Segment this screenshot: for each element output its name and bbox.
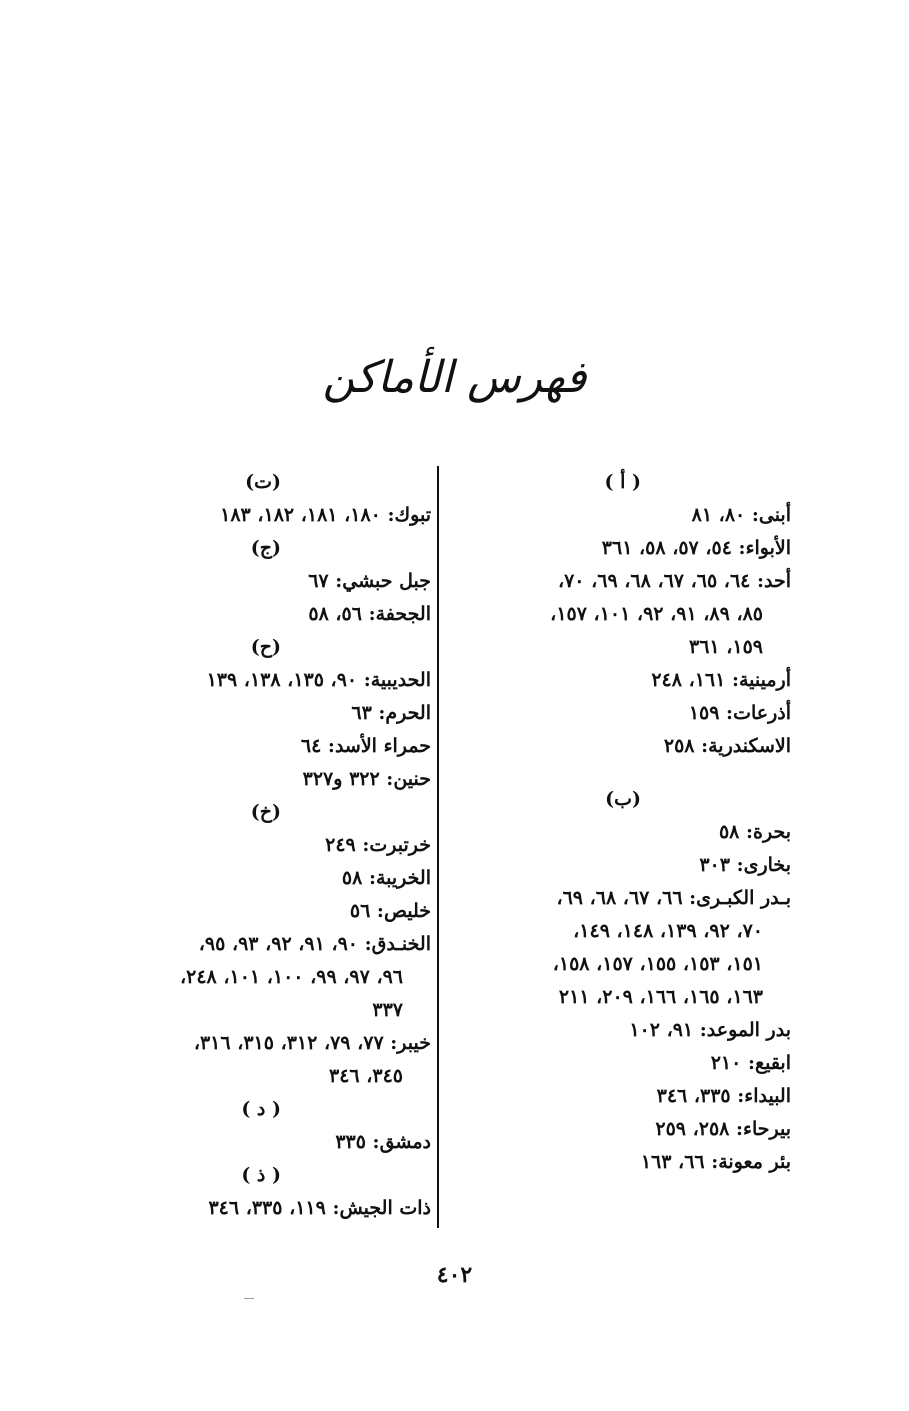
index-column-right bbox=[461, 466, 791, 1179]
index-entry: الجحفة: ٥٦، ٥٨ bbox=[308, 603, 431, 625]
index-entry: الاسكندرية: ٢٥٨ bbox=[663, 735, 791, 757]
index-entry: أبنى: ٨٠، ٨١ bbox=[691, 504, 791, 526]
index-entry: خرتبرت: ٢٤٩ bbox=[325, 834, 431, 856]
section-heading: (ت) bbox=[245, 471, 281, 493]
index-column-left bbox=[101, 466, 431, 1225]
index-entry-continuation: ١٥١، ١٥٣، ١٥٥، ١٥٧، ١٥٨، bbox=[552, 953, 763, 975]
index-entry: حنين: ٣٢٢ و٣٢٧ bbox=[302, 768, 431, 790]
section-heading: (ب) bbox=[605, 788, 641, 810]
section-heading: (ح) bbox=[250, 636, 281, 658]
index-entry: جبل حبشي: ٦٧ bbox=[308, 570, 431, 592]
section-heading: ( ذ ) bbox=[241, 1164, 281, 1186]
section-heading: ( أ ) bbox=[604, 471, 641, 493]
index-entry: خليص: ٥٦ bbox=[349, 900, 431, 922]
index-entry: ابقيع: ٢١٠ bbox=[710, 1052, 791, 1074]
spacer bbox=[461, 763, 791, 783]
index-entry-continuation: ١٥٩، ٣٦١ bbox=[689, 636, 763, 658]
index-entry: أحد: ٦٤، ٦٥، ٦٧، ٦٨، ٦٩، ٧٠، bbox=[557, 570, 791, 592]
index-entry: بئر معونة: ٦٦، ١٦٣ bbox=[640, 1151, 791, 1173]
section-heading: (ج) bbox=[250, 537, 281, 559]
index-entry-continuation: ٣٤٥، ٣٤٦ bbox=[329, 1065, 403, 1087]
index-entry: بيرحاء: ٢٥٨، ٢٥٩ bbox=[655, 1118, 791, 1140]
index-entry: الخنـدق: ٩٠، ٩١، ٩٢، ٩٣، ٩٥، bbox=[198, 933, 431, 955]
index-entry: ذات الجيش: ١١٩، ٣٣٥، ٣٤٦ bbox=[208, 1197, 431, 1219]
page-number: ٤٠٢ bbox=[436, 1262, 473, 1288]
scan-mark bbox=[244, 1298, 254, 1299]
index-entry: دمشق: ٣٣٥ bbox=[335, 1131, 431, 1153]
index-entry-continuation: ٧٠، ٩٢، ١٣٩، ١٤٨، ١٤٩، bbox=[573, 920, 763, 942]
index-entry: بدر الموعد: ٩١، ١٠٢ bbox=[629, 1019, 791, 1041]
index-entry: الأبواء: ٥٤، ٥٧، ٥٨، ٣٦١ bbox=[601, 537, 791, 559]
index-entry: بـدر الكبـرى: ٦٦، ٦٧، ٦٨، ٦٩، bbox=[556, 887, 791, 909]
section-heading: (خ) bbox=[250, 801, 281, 823]
index-entry: بحرة: ٥٨ bbox=[718, 821, 791, 843]
index-entry: الحديبية: ٩٠، ١٣٥، ١٣٨، ١٣٩ bbox=[206, 669, 431, 691]
index-entry: حمراء الأسد: ٦٤ bbox=[300, 735, 431, 757]
index-entry: البيداء: ٣٣٥، ٣٤٦ bbox=[656, 1085, 791, 1107]
index-entry-continuation: ٨٥، ٨٩، ٩١، ٩٢، ١٠١، ١٥٧، bbox=[550, 603, 763, 625]
index-entry: تبوك: ١٨٠، ١٨١، ١٨٢، ١٨٣ bbox=[220, 504, 431, 526]
index-entry-continuation: ١٦٣، ١٦٥، ١٦٦، ٢٠٩، ٢١١ bbox=[558, 986, 763, 1008]
index-entry: أذرعات: ١٥٩ bbox=[688, 702, 791, 724]
index-entry-continuation: ٣٣٧ bbox=[372, 999, 403, 1021]
index-entry-continuation: ٩٦، ٩٧، ٩٩، ١٠٠، ١٠١، ٢٤٨، bbox=[179, 966, 403, 988]
index-entry: الحرم: ٦٣ bbox=[351, 702, 431, 724]
index-entry: أرمينية: ١٦١، ٢٤٨ bbox=[651, 669, 791, 691]
index-entry: بخارى: ٣٠٣ bbox=[699, 854, 791, 876]
index-entry: خيبر: ٧٧، ٧٩، ٣١٢، ٣١٥، ٣١٦، bbox=[193, 1032, 431, 1054]
index-entry: الخريبة: ٥٨ bbox=[341, 867, 431, 889]
column-divider bbox=[437, 466, 439, 1228]
page-title: فهرس الأماكن bbox=[322, 352, 587, 403]
section-heading: ( د ) bbox=[241, 1098, 281, 1120]
